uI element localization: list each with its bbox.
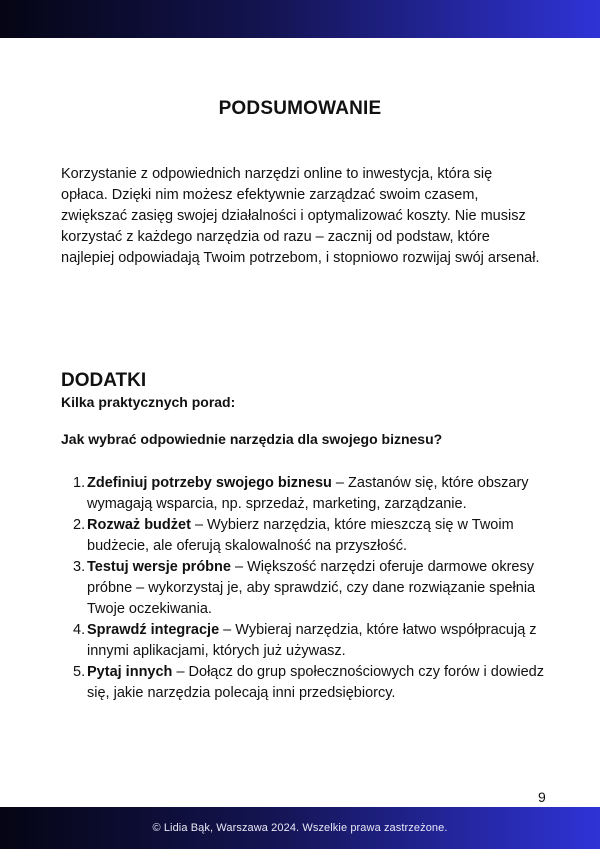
tip-text: – Dołącz do grup społecznościowych czy forów i dowiedz się, jakie narzędzia polecają inni przedsiębiorcy. — [87, 664, 544, 701]
tip-text: – Zastanów się, które obszary wymagają wsparcia, np. sprzedaż, marketing, zarządzanie. — [87, 475, 529, 512]
tip-number: 3. — [73, 559, 86, 575]
tip-body — [87, 557, 553, 620]
tip-item — [73, 662, 553, 704]
tip-title: Rozważ budżet — [87, 517, 191, 533]
tip-number: 1. — [73, 475, 86, 491]
page-title: PODSUMOWANIE — [218, 98, 382, 119]
footer-bar — [0, 807, 600, 849]
tip-text: – Większość narzędzi oferuje darmowe okresy próbne – wykorzystaj je, aby sprawdzić, czy dane rozwiązanie spełnia Twoje oczekiwania. — [87, 559, 536, 617]
tip-title: Sprawdź integracje — [87, 622, 220, 638]
tip-text: – Wybierz narzędzia, które mieszczą się w Twoim budżecie, ale oferują skalowalność na przyszłość. — [87, 517, 514, 554]
tip-number: 4. — [73, 622, 86, 638]
addons-subheading: Kilka praktycznych porad: — [61, 394, 236, 410]
summary-paragraph: Korzystanie z odpowiednich narzędzi online to inwestycja, która się opłaca. Dzięki nim możesz efektywnie zarządzać swoim czasem, zwiększać zasięg swojej działalności i optymalizować koszty. Nie musisz korzystać z każdego narzędzia od razu – zacznij od podstaw, które najlepiej odpowiadają Twoim potrzebom, i stopniowo rozwijaj swój arsenał. — [61, 166, 540, 266]
addons-heading: DODATKI — [61, 370, 147, 391]
tip-title: Zdefiniuj potrzeby swojego biznesu — [87, 475, 332, 491]
tip-number: 5. — [73, 664, 86, 680]
addons-question: Jak wybrać odpowiednie narzędzia dla swojego biznesu? — [61, 431, 443, 447]
top-header-bar — [0, 0, 600, 38]
tip-text: – Wybieraj narzędzia, które łatwo współpracują z innymi aplikacjami, których już używasz. — [87, 622, 537, 659]
tip-title: Testuj wersje próbne — [87, 559, 231, 575]
tip-item — [73, 557, 553, 620]
page-number: 9 — [538, 789, 546, 805]
tip-item — [73, 515, 553, 557]
footer-copyright: © Lidia Bąk, Warszawa 2024. Wszelkie prawa zastrzeżone. — [152, 822, 448, 834]
tip-item — [73, 473, 553, 515]
tip-body — [87, 515, 553, 557]
tip-body — [87, 620, 553, 662]
tips-list — [73, 473, 553, 704]
tip-body — [87, 473, 553, 515]
tip-body — [87, 662, 553, 704]
tip-number: 2. — [73, 517, 86, 533]
tip-title: Pytaj innych — [87, 664, 173, 680]
tip-item — [73, 620, 553, 662]
